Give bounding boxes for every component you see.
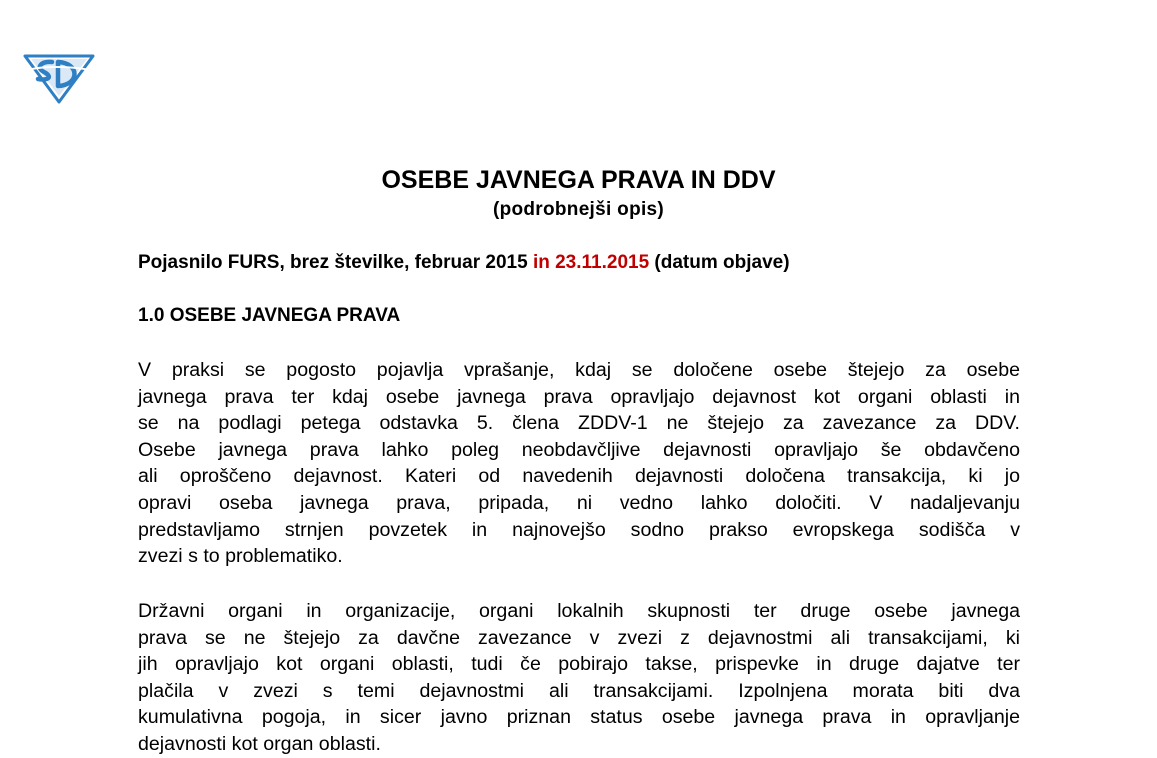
paragraph-line: javnega prava ter kdaj osebe javnega prava opravljajo dejavnost kot organi oblasti in	[138, 385, 1020, 408]
paragraph-line: dejavnosti kot organ oblasti.	[138, 732, 381, 755]
paragraph-line: Osebe javnega prava lahko poleg neobdavčljive dejavnosti opravljajo še obdavčeno	[138, 438, 1020, 461]
document-subtitle: (podrobnejši opis)	[492, 199, 665, 220]
paragraph-line: predstavljamo strnjen povzetek in najnovejšo sodno prakso evropskega sodišča v	[138, 518, 1020, 541]
section-heading: 1.0 OSEBE JAVNEGA PRAVA	[138, 305, 401, 326]
paragraph-line: opravi oseba javnega prava, pripada, ni vedno lahko določiti. V nadaljevanju	[138, 491, 1020, 514]
paragraph-line: prava se ne štejejo za davčne zavezance v zvezi z dejavnostmi ali transakcijami, ki	[138, 626, 1020, 649]
paragraph-1	[138, 357, 1020, 570]
source-line	[138, 252, 790, 274]
source-prefix: Pojasnilo FURS, brez številke, februar 2015	[138, 252, 533, 273]
paragraph-line: jih opravljajo kot organi oblasti, tudi če pobirajo takse, prispevke in druge dajatve ter	[138, 653, 1020, 676]
paragraph-line: ali oproščeno dejavnost. Kateri od navedenih dejavnosti določena transakcija, ki jo	[138, 465, 1020, 488]
paragraph-line: zvezi s to problematiko.	[138, 545, 343, 568]
source-suffix: (datum objave)	[649, 252, 790, 273]
document-title: OSEBE JAVNEGA PRAVA IN DDV	[381, 166, 776, 194]
paragraph-line: plačila v zvezi s temi dejavnostmi ali transakcijami. Izpolnjena morata biti dva	[138, 679, 1020, 702]
sd-logo-icon	[22, 48, 96, 104]
paragraph-line: Državni organi in organizacije, organi lokalnih skupnosti ter druge osebe javnega	[138, 600, 1020, 622]
paragraph-2	[138, 598, 1020, 758]
source-date-highlight: in 23.11.2015	[532, 252, 650, 273]
paragraph-line: se na podlagi petega odstavka 5. člena ZDDV-1 ne štejejo za zavezance za DDV.	[138, 412, 1020, 435]
paragraph-line: kumulativna pogoja, in sicer javno priznan status osebe javnega prava in opravljanje	[138, 706, 1020, 729]
paragraph-line: V praksi se pogosto pojavlja vprašanje, kdaj se določene osebe štejejo za osebe	[138, 359, 1020, 381]
